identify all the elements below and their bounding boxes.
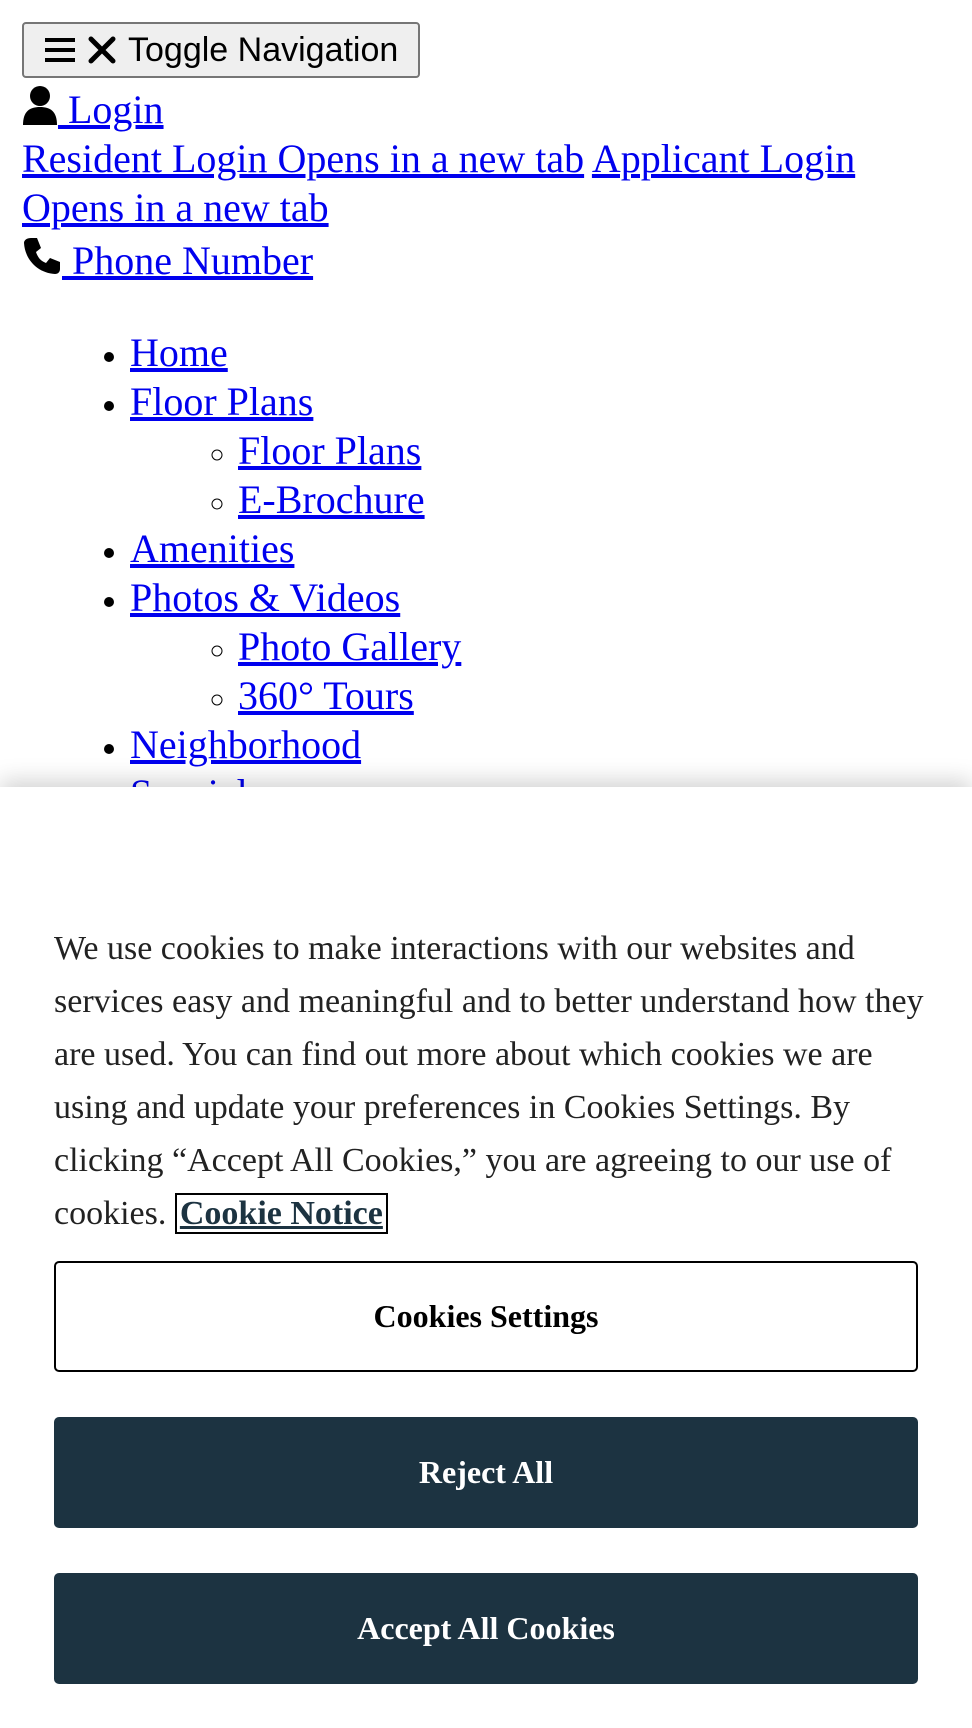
applicant-login-link[interactable]: Applicant Login Opens in a new tab [22, 136, 856, 230]
phone-icon [22, 236, 62, 276]
subnav-link-360-tours[interactable]: 360° Tours [238, 673, 414, 718]
close-icon [88, 36, 116, 64]
phone-row [22, 236, 313, 285]
subnav-item-360-tours [238, 671, 461, 720]
hamburger-icon [44, 35, 76, 65]
nav-item-photos-videos [130, 573, 461, 720]
subnav-item-e-brochure [238, 475, 461, 524]
subnav-item-floor-plans [238, 426, 461, 475]
nav-item-neighborhood [130, 720, 461, 769]
subnav-link-floor-plans[interactable]: Floor Plans [238, 428, 422, 473]
cookie-policy-text: We use cookies to make interactions with our websites and services easy and meaningful and to better understand how they are used. You can find out more about which cookies we are using and update your preferences in Cookies Settings. By clicking “Accept All Cookies,” you are agreeing to our use of cookies. [54, 930, 924, 1232]
phone-number-link[interactable] [22, 238, 313, 283]
resident-login-link[interactable]: Resident Login Opens in a new tab [22, 136, 585, 181]
main-navigation [0, 328, 461, 818]
subnav-item-photo-gallery [238, 622, 461, 671]
nav-item-home [130, 328, 461, 377]
login-row [22, 85, 164, 134]
nav-link-home[interactable]: Home [130, 330, 228, 375]
toggle-navigation-label: Toggle Navigation [128, 30, 399, 69]
user-icon [22, 85, 58, 125]
cookie-notice-link[interactable]: Cookie Notice [175, 1193, 388, 1234]
cookie-banner [0, 787, 972, 1728]
nav-link-amenities[interactable]: Amenities [130, 526, 295, 571]
subnav-link-e-brochure[interactable]: E-Brochure [238, 477, 425, 522]
cookie-banner-text [54, 922, 924, 1240]
cookies-settings-button[interactable]: Cookies Settings [54, 1261, 918, 1372]
login-link[interactable] [22, 87, 164, 132]
accept-all-cookies-button[interactable]: Accept All Cookies [54, 1573, 918, 1684]
login-label: Login [58, 87, 164, 132]
photos-videos-submenu [130, 622, 461, 720]
nav-link-photos-videos[interactable]: Photos & Videos [130, 575, 401, 620]
toggle-navigation-button[interactable] [22, 22, 420, 78]
nav-link-neighborhood[interactable]: Neighborhood [130, 722, 362, 767]
reject-all-button[interactable]: Reject All [54, 1417, 918, 1528]
nav-link-floor-plans[interactable]: Floor Plans [130, 379, 314, 424]
phone-number-label: Phone Number [62, 238, 314, 283]
login-options [22, 134, 942, 232]
nav-item-floor-plans [130, 377, 461, 524]
nav-item-amenities [130, 524, 461, 573]
floor-plans-submenu [130, 426, 461, 524]
subnav-link-photo-gallery[interactable]: Photo Gallery [238, 624, 462, 669]
